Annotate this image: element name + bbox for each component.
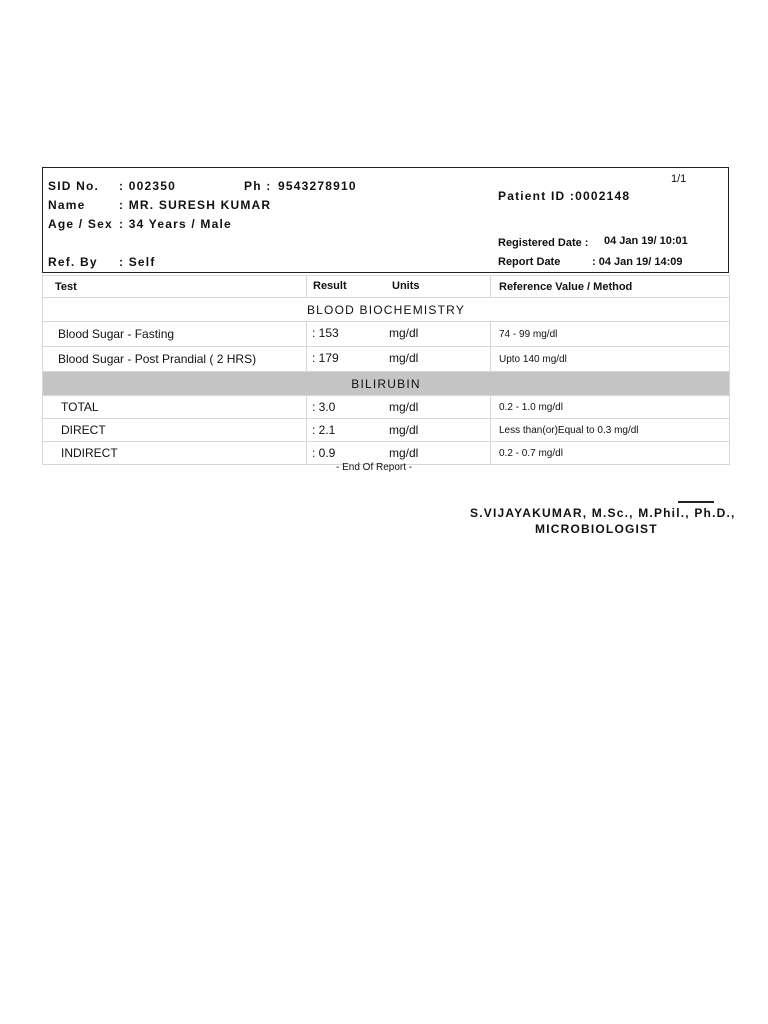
table-row [43, 347, 730, 372]
registered-date-value: 04 Jan 19/ 10:01 [604, 235, 688, 247]
result-value: : 179 [312, 351, 339, 365]
reference-value: 74 - 99 mg/dl [491, 322, 730, 347]
report-date-label: Report Date [498, 256, 561, 268]
phone-value: 9543278910 [278, 179, 357, 193]
reference-value: 0.2 - 1.0 mg/dl [491, 396, 730, 419]
end-of-report: - End Of Report - [336, 462, 413, 473]
result-value: : 0.9 [312, 446, 336, 460]
registered-date-label: Registered Date : [498, 237, 589, 249]
table-row [43, 396, 730, 419]
table-row [43, 322, 730, 347]
sid-value: : 002350 [119, 179, 176, 193]
result-cell [307, 419, 491, 442]
patient-id: Patient ID :0002148 [498, 189, 631, 203]
section-title-bilirubin: BILIRUBIN [43, 372, 730, 396]
sid-label: SID No. [48, 179, 100, 193]
page-number: 1/1 [671, 173, 687, 185]
phone-label: Ph : [244, 179, 272, 193]
reference-value: Less than(or)Equal to 0.3 mg/dl [491, 419, 730, 442]
signatory-name: S.VIJAYAKUMAR, M.Sc., M.Phil., Ph.D., [470, 506, 736, 520]
name-label: Name [48, 198, 86, 212]
result-value: : 153 [312, 326, 339, 340]
result-unit: mg/dl [389, 423, 419, 437]
section-title-biochemistry: BLOOD BIOCHEMISTRY [43, 298, 730, 322]
result-unit: mg/dl [389, 351, 419, 365]
result-cell [307, 396, 491, 419]
patient-name: : MR. SURESH KUMAR [119, 198, 272, 212]
column-header-units: Units [392, 280, 420, 292]
column-header-result-units [307, 276, 491, 298]
column-header-result: Result [313, 280, 347, 292]
result-unit: mg/dl [389, 446, 419, 460]
reference-value: Upto 140 mg/dl [491, 347, 730, 372]
age-sex-label: Age / Sex [48, 217, 113, 231]
result-cell [307, 347, 491, 372]
signature-mark [678, 501, 714, 503]
age-sex-value: : 34 Years / Male [119, 217, 232, 231]
table-header-row [43, 276, 730, 298]
test-name: DIRECT [43, 419, 307, 442]
test-name: INDIRECT [43, 442, 307, 465]
results-table [42, 275, 730, 465]
section-row-biochemistry [43, 298, 730, 322]
result-cell [307, 322, 491, 347]
result-value: : 2.1 [312, 423, 336, 437]
reference-value: 0.2 - 0.7 mg/dl [491, 442, 730, 465]
test-name: TOTAL [43, 396, 307, 419]
column-header-test: Test [43, 276, 307, 298]
test-name: Blood Sugar - Post Prandial ( 2 HRS) [43, 347, 307, 372]
signatory-title: MICROBIOLOGIST [535, 522, 658, 536]
section-row-bilirubin [43, 372, 730, 396]
ref-by-value: : Self [119, 255, 156, 269]
test-name: Blood Sugar - Fasting [43, 322, 307, 347]
report-date-value: : 04 Jan 19/ 14:09 [592, 256, 683, 268]
result-unit: mg/dl [389, 400, 419, 414]
ref-by-label: Ref. By [48, 255, 98, 269]
table-row [43, 419, 730, 442]
result-unit: mg/dl [389, 326, 419, 340]
column-header-reference: Reference Value / Method [491, 276, 730, 298]
result-value: : 3.0 [312, 400, 336, 414]
